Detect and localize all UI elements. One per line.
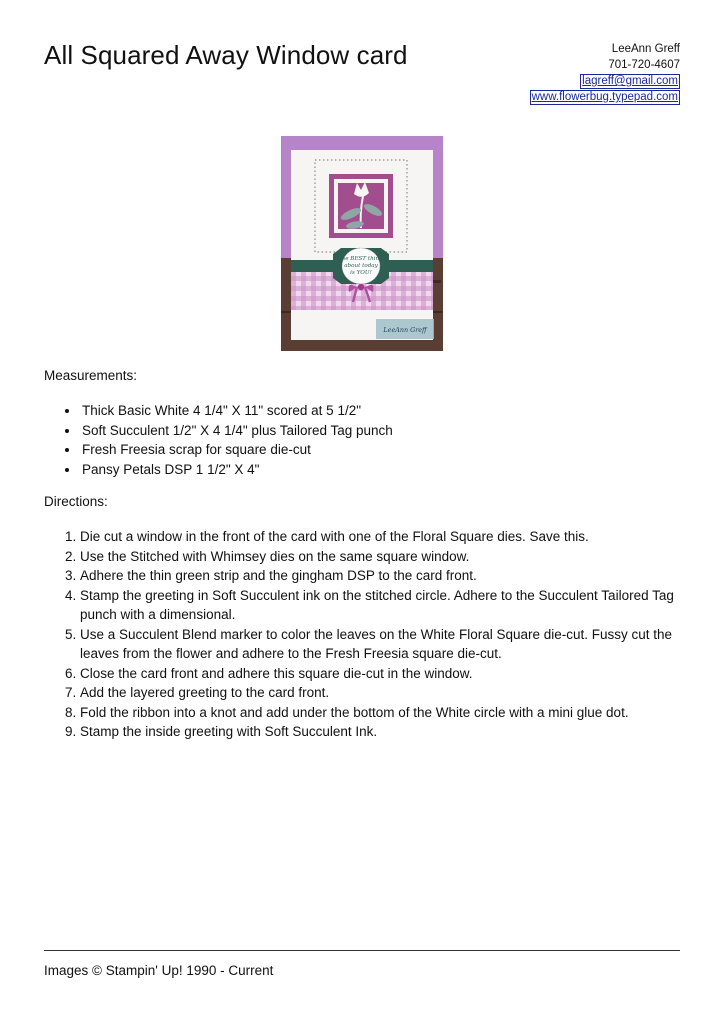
greeting-line-1: the BEST thing — [339, 256, 383, 262]
website-link[interactable]: www.flowerbug.typepad.com — [531, 91, 678, 103]
email-link[interactable]: lagreff@gmail.com — [582, 75, 678, 87]
list-item: 2. Use the Stitched with Whimsey dies on the same square window. — [80, 547, 680, 567]
directions-list — [44, 527, 680, 742]
list-item: • Pansy Petals DSP 1 1/2" X 4" — [80, 460, 700, 480]
measurements-list — [44, 401, 700, 479]
footer-copyright: Images © Stampin' Up! 1990 - Current — [44, 963, 274, 978]
greeting-line-3: is YOU! — [350, 270, 372, 276]
measurements-label: Measurements: — [44, 368, 138, 383]
list-item: • Thick Basic White 4 1/4" X 11" scored at 5 1/2" — [80, 401, 700, 421]
phone-number: 701-720-4607 — [608, 59, 680, 71]
list-item: • Soft Succulent 1/2" X 4 1/4" plus Tailored Tag punch — [80, 421, 700, 441]
list-item: 6. Close the card front and adhere this square die-cut in the window. — [80, 664, 680, 684]
greeting-line-2: about today — [344, 263, 378, 269]
list-item: 4. Stamp the greeting in Soft Succulent ink on the stitched circle. Adhere to the Succulent Tailored Tag punch with a dimensional. — [80, 586, 680, 625]
list-item: • Fresh Freesia scrap for square die-cut — [80, 440, 700, 460]
card-photo — [281, 136, 443, 351]
footer-divider — [44, 950, 680, 951]
author-name: LeeAnn Greff — [611, 43, 680, 55]
list-item: 1. Die cut a window in the front of the card with one of the Floral Square dies. Save this. — [80, 527, 680, 547]
contact-block — [530, 41, 680, 105]
list-item: 5. Use a Succulent Blend marker to color the leaves on the White Floral Square die-cut. Fussy cut the leaves from the flower and adhere to the Fresh Freesia square die-cut. — [80, 625, 680, 664]
page-title: All Squared Away Window card — [44, 40, 408, 70]
list-item: 7. Add the layered greeting to the card front. — [80, 683, 680, 703]
signature: LeeAnn Greff — [383, 326, 427, 334]
list-item: 9. Stamp the inside greeting with Soft Succulent Ink. — [80, 722, 680, 742]
directions-label: Directions: — [44, 494, 108, 509]
list-item: 3. Adhere the thin green strip and the gingham DSP to the card front. — [80, 566, 680, 586]
list-item: 8. Fold the ribbon into a knot and add under the bottom of the White circle with a mini glue dot. — [80, 703, 680, 723]
